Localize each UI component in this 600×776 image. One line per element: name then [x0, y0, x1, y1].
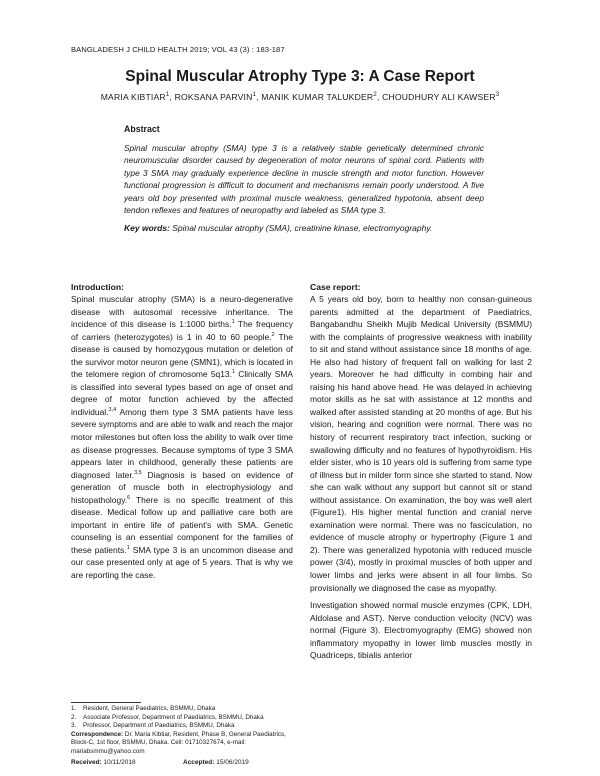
case-report-section — [310, 281, 532, 662]
author-name: ROKSANA PARVIN — [174, 92, 253, 102]
abstract — [124, 124, 484, 234]
case-report-paragraph: A 5 years old boy, born to healthy non consan-guineous parents admitted at the department of Paediatrics, Bangabandhu Sheikh Mujib Medical University (BSMMU) with the complaints of progressive weakness with inability to sit and stand without assistance since 18 months of age. He also had history of frequent fall on walking for last 2 years. Moreover he had difficulty in combing hair and raising his hand above head. He was delayed in achieving motor skills as he sat with assistance at 12 months and walked after assisted standing at 20 months of age. But his vision, hearing and cognition were normal. There was no history of recurrent respiratory tract infection, sucking or swallowing difficulty and no features of hypothyroidism. His elder sister, who is 10 years old is suffering from same type of illness but in milder form since she started to stand. Now she can walk without any support but cannot sit or stand without assistance. On examination, the boy was well alert (Figure1). His higher mental function and cranial nerve examination were normal. There was no fasciculation, no evidence of muscle atrophy or hypertrophy (Figure 1 and 2). There was generalized hypotonia with reduced muscle power (3/4), mostly in proximal muscles of both upper and lower limbs and jerks were absent in all four limbs. So provisionally we diagnosed the case as myopathy. — [310, 294, 532, 593]
introduction-section — [71, 281, 293, 582]
introduction-heading: Introduction: — [71, 282, 124, 292]
author-affiliation: 2 — [373, 92, 377, 99]
citation: 3,4 — [108, 407, 117, 414]
citation: 6 — [127, 494, 131, 501]
author-affiliation: 3 — [495, 92, 500, 99]
article-title: Spinal Muscular Atrophy Type 3: A Case Report — [125, 68, 475, 85]
abstract-heading: Abstract — [124, 124, 160, 134]
citation: 2 — [271, 331, 275, 338]
footnote-item: 3. Professor, Department of Paediatrics, BSMMU, Dhaka — [71, 722, 235, 729]
keywords-text: Spinal muscular atrophy (SMA), creatinine kinase, electromyography. — [169, 223, 433, 234]
case-report-paragraph: Investigation showed normal muscle enzymes (CPK, LDH, Aldolase and AST). Nerve conduction velocity (NCV) was normal (Figure 3). Electromyography (EMG) showed non inflammatory myopathy in lower limb muscles mostly in Quadriceps, tibialis anterior — [310, 600, 532, 661]
running-head: BANGLADESH J CHILD HEALTH 2019; VOL 43 (3) : 183-187 — [71, 45, 285, 54]
accepted-date: Accepted: 15/06/2019 — [183, 759, 249, 766]
keywords — [124, 222, 484, 234]
correspondence: Correspondence: Dr. Maria Kibtiar, Resident, Phase B, General Paediatrics, Block-C, 1st floor, BSMMU, Dhaka. Cell: 01710327674, e-mail: mariabsmmu@yahoo.com — [71, 730, 286, 755]
footnotes — [71, 699, 293, 756]
citation: 1 — [126, 545, 130, 552]
author-name: MANIK KUMAR TALUKDER — [261, 92, 374, 102]
author-list: MARIA KIBTIAR$^1$, ROKSANA PARVIN$^1$, MANIK KUMAR TALUKDER$^2$, CHOUDHURY ALI KAWSER$^3$ — [100, 92, 500, 102]
citation: 1 — [231, 319, 235, 326]
author-name: MARIA KIBTIAR — [100, 92, 166, 102]
introduction-paragraph: Spinal muscular atrophy (SMA) is a neuro-degenerative disease with autosomal recessive inheritance. The incidence of this disease is 1:1000 births.$^1$ The frequency of carriers (heterozygotes) is 1 in 40 to 60 people.$^2$ The disease is caused by homozygous mutation or deletion of the survivor motor neuron gene (SMN1), which is located in the telomere region of chromosome 5q13.$^1$ Clinically SMA is classified into several types based on age of onset and degree of motor function achieved by the affected individual.$^{3,4}$ Among them type 3 SMA patients have less severe symptoms and are able to walk and reach the major motor milestones but often loss the ability to walk over time as disease progresses. Because symptoms of type 3 SMA appears later in childhood, generally these patients are diagnosed later.$^{3,5}$ Diagnosis is based on evidence of generation of muscle both in electrophysiology and histopathology.$^6$ There is no specific treatment of this disease. Medical follow up and palliative care both are important in entire life of patient's with SMA. Genetic counseling is an essential component for the families of these patients.$^1$ SMA type 3 is an uncommon disease and our case presented only at age of 5 years. That is why we are reporting the case. — [71, 294, 293, 581]
author-affiliation: 1 — [165, 92, 170, 99]
author-affiliation: 1 — [252, 92, 257, 99]
citation: 1 — [231, 369, 236, 376]
footnote-item: 2. Associate Professor, Department of Paediatrics, BSMMU, Dhaka — [71, 713, 264, 721]
author-name: CHOUDHURY ALI KAWSER — [382, 92, 496, 102]
received-date: Received: 10/11/2018 — [71, 759, 136, 766]
footnote-item: 1. Resident, General Paediatrics, BSMMU, Dhaka — [71, 705, 216, 712]
abstract-text: Spinal muscular atrophy (SMA) type 3 is a relatively stable genetically determined chronic neuromuscular disorder caused by degeneration of motor neurons of spinal cord. Patients with type 3 SMA may gradually experience decline in muscle strength and motor function. However functional progression is difficult to document and mechanisms remain poorly understood. A five years old boy presented with proximal muscle weakness, generalized hypotonia, absent deep tendon reflexes and features of neuropathy and labeled as SMA type 3. — [124, 143, 484, 216]
keywords-label: Key words: — [124, 223, 170, 234]
article-dates — [71, 759, 293, 766]
case-report-heading: Case report: — [310, 282, 361, 292]
citation: 3,5 — [134, 469, 142, 476]
